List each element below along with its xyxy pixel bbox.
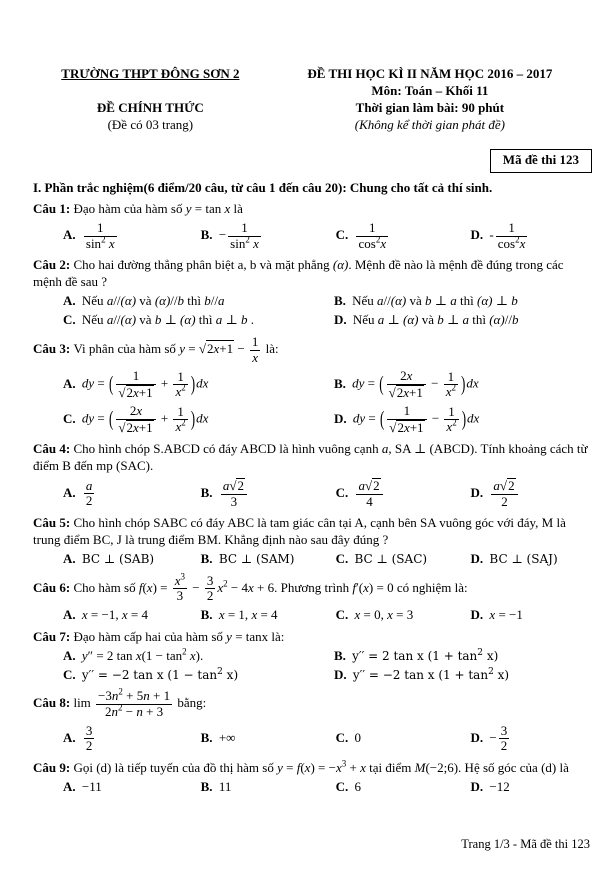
option-label: C. xyxy=(63,666,76,682)
radical-sign: √ xyxy=(198,341,206,357)
question-4-options xyxy=(33,477,592,510)
option-label: B. xyxy=(200,484,213,500)
pages-note: (Đề có 03 trang) xyxy=(107,116,194,132)
question-6-option-A: A. x = −1, x = 4 xyxy=(63,606,148,622)
option-label: A. xyxy=(63,227,76,243)
option-label: D. xyxy=(470,778,484,794)
radical-sign: √ xyxy=(229,478,237,494)
question-9-stem: Câu 9: Gọi (d) là tiếp tuyến của đồ thị hàm số $y = f(x) = -x^3 + x$ tại điểm M(−2;6). Hệ số góc của (d) là xyxy=(33,758,569,775)
question-4-option-D: D. $\frac{a√2}{2}$ xyxy=(471,477,592,510)
question-9 xyxy=(33,760,592,796)
option-label: B. xyxy=(333,375,346,391)
radical-sign: √ xyxy=(389,419,397,435)
option-label: A. xyxy=(63,647,76,663)
question-7-option-A: A. y″ = 2 $\tan x(1 - \tan^2 x)$. xyxy=(63,646,204,663)
question-number: Câu 9: xyxy=(33,759,74,775)
option-label: A. xyxy=(63,550,76,566)
question-8-option-D: D. − $\frac{3}{2}$ xyxy=(470,722,508,754)
option-label: A. xyxy=(63,606,76,622)
option-label: D. xyxy=(470,227,484,243)
option-label: C. xyxy=(335,606,349,622)
question-6-option-C: C. x = 0, x = 3 xyxy=(335,606,414,622)
question-4-option-A: A. $\frac{a}{2}$ xyxy=(63,477,93,509)
exam-header xyxy=(33,66,592,134)
question-1-option-B: B. − $\frac{1}{\sin^2 x}$ xyxy=(200,220,259,251)
option-label: B. xyxy=(200,606,213,622)
question-6 xyxy=(33,573,592,624)
question-1-options xyxy=(33,220,592,252)
question-8 xyxy=(33,688,592,754)
question-8-stem: Câu 8: lim $\frac{-3n^2 + 5n + 1}{2n^2 - n + 3}$ bằng: xyxy=(33,687,207,720)
question-4-option-C: C. $\frac{a√2}{4}$ xyxy=(336,477,471,510)
question-number: Câu 2: xyxy=(33,257,74,273)
radical-sign: √ xyxy=(499,478,508,494)
question-3-stem: Câu 3: Vi phân của hàm số y = √2x+1 − $\frac{1}{x}$ là: xyxy=(33,334,279,365)
radical-sign: √ xyxy=(364,478,373,494)
question-7-option-B: B. y′′ = 2 tan x $(1 + \tan^2 x)$ xyxy=(333,647,499,663)
option-label: C. xyxy=(335,730,349,746)
option-label: D. xyxy=(333,410,347,426)
page-footer: Trang 1/3 - Mã đề thi 123 xyxy=(461,836,590,851)
question-4-option-B: B. $\frac{a√2}{3}$ xyxy=(201,477,336,510)
option-label: B. xyxy=(200,730,213,746)
question-3 xyxy=(33,334,592,436)
exam-code-row xyxy=(33,149,592,173)
question-3-option-C: C. dy = ( $\frac{2x}{√2x+1}$ + $\frac{1}{x^2}$ )dx xyxy=(63,403,209,435)
question-8-option-B: B. +∞ xyxy=(200,730,236,746)
option-label: B. xyxy=(333,293,346,309)
question-2-option-C: C. Nếu a//(α) và b ⊥ (α) thì a ⊥ b . xyxy=(63,312,254,328)
header-left-column xyxy=(33,66,268,134)
question-7-stem: Câu 7: Đạo hàm cấp hai của hàm số y = tanx là: xyxy=(33,628,285,644)
exam-subject: Môn: Toán – Khối 11 xyxy=(371,82,489,98)
option-label: A. xyxy=(63,484,76,500)
header-right-column xyxy=(268,66,592,134)
option-label: A. xyxy=(63,778,76,794)
exam-duration: Thời gian làm bài: 90 phút xyxy=(355,99,505,115)
option-label: D. xyxy=(470,484,484,500)
question-number: Câu 8: xyxy=(33,695,74,711)
option-label: C. xyxy=(335,484,349,500)
question-7-option-C: C. y′′ = −2 tan x $(1 - \tan^2 x)$ xyxy=(63,666,239,682)
question-number: Câu 4: xyxy=(33,441,74,457)
questions xyxy=(33,201,592,795)
radical-sign: √ xyxy=(388,384,396,400)
question-3-option-D: D. dy = ( $\frac{1}{√2x+1}$ − $\frac{1}{x^2}$ )dx xyxy=(333,403,480,435)
option-label: D. xyxy=(470,550,484,566)
school-name: TRƯỜNG THPT ĐÔNG SƠN 2 xyxy=(61,66,240,81)
option-label: C. xyxy=(335,778,349,794)
question-5 xyxy=(33,515,592,568)
question-5-option-A: A. BC ⊥ (SAB) xyxy=(63,550,155,566)
question-3-option-A: A. dy = ( $\frac{1}{√2x+1}$ + $\frac{1}{x^2}$ )dx xyxy=(63,368,209,400)
question-2-option-B: B. Nếu a//(α) và b ⊥ a thì (α) ⊥ b xyxy=(333,293,518,309)
question-7-option-D: D. y′′ = −2 tan x $(1 + \tan^2 x)$ xyxy=(333,666,510,682)
question-9-option-C: C. 6 xyxy=(335,778,361,794)
question-8-option-A: A. $\frac{3}{2}$ xyxy=(63,722,93,754)
option-label: C. xyxy=(335,550,349,566)
option-label: D. xyxy=(333,312,347,328)
radical-sign: √ xyxy=(118,384,126,400)
question-2-option-D: D. Nếu a ⊥ (α) và b ⊥ a thì (α)//b xyxy=(333,312,519,328)
question-number: Câu 1: xyxy=(33,201,74,217)
option-label: C. xyxy=(335,227,349,243)
question-5-stem: Câu 5: Cho hình chóp SABC có đáy ABC là tam giác cân tại A, cạnh bên SA vuông góc với đáy, M là trung điểm BC, J là trung điểm BM. Khẳng định nào sau đây đúng ? xyxy=(33,515,566,548)
question-2-options xyxy=(33,293,592,329)
question-1-option-C: C. $\frac{1}{\cos^2x}$ xyxy=(335,220,387,251)
question-6-stem: Câu 6: Cho hàm số f(x) = $\frac{x^3}{3}$ − $\frac{3}{2}$ $x^2 - 4x + 6$. Phương trình f′(x) = 0 có nghiệm là: xyxy=(33,571,468,604)
question-9-option-A: A. −11 xyxy=(63,778,102,794)
question-4-stem: Câu 4: Cho hình chóp S.ABCD có đáy ABCD là hình vuông cạnh a, SA ⊥ (ABCD). Tính khoảng cách từ điểm B đến mp (SAC). xyxy=(33,441,588,474)
exam-code-box: Mã đề thi 123 xyxy=(490,149,592,173)
option-label: A. xyxy=(63,729,76,745)
question-3-option-B: B. dy = ( $\frac{2x}{√2x+1}$ − $\frac{1}{x^2}$ )dx xyxy=(333,368,479,400)
question-5-options xyxy=(33,551,592,568)
question-7 xyxy=(33,629,592,684)
option-label: B. xyxy=(333,647,346,663)
option-label: D. xyxy=(470,606,484,622)
question-1-option-D: D. - $\frac{1}{\cos^2x}$ xyxy=(470,220,526,251)
question-6-options xyxy=(33,607,592,624)
option-label: D. xyxy=(333,666,347,682)
option-label: C. xyxy=(63,410,76,426)
question-number: Câu 6: xyxy=(33,579,74,595)
option-label: B. xyxy=(200,550,213,566)
section-heading: I. Phần trắc nghiệm(6 điểm/20 câu, từ câu 1 đến câu 20): Chung cho tất cả thí sinh. xyxy=(33,179,493,195)
option-label: B. xyxy=(200,778,213,794)
question-6-option-B: B. x = 1, x = 4 xyxy=(200,606,278,622)
question-8-options xyxy=(33,723,592,755)
option-label: A. xyxy=(63,375,76,391)
question-2-stem: Câu 2: Cho hai đường thẳng phân biệt a, b và mặt phẳng (α). Mệnh đề nào là mệnh đề đúng trong các mệnh đề sau ? xyxy=(33,257,564,290)
question-9-option-D: D. −12 xyxy=(470,778,510,794)
question-number: Câu 3: xyxy=(33,341,74,357)
question-5-option-C: C. BC ⊥ (SAC) xyxy=(335,550,428,566)
question-1-stem: Câu 1: Đạo hàm của hàm số y = tan x là xyxy=(33,201,243,217)
option-label: C. xyxy=(63,312,76,328)
question-9-option-B: B. 11 xyxy=(200,778,232,794)
exam-title: ĐỀ THI HỌC KÌ II NĂM HỌC 2016 – 2017 xyxy=(307,66,553,81)
question-6-option-D: D. x = −1 xyxy=(470,606,523,622)
option-label: D. xyxy=(470,729,484,745)
question-5-option-D: D. BC ⊥ (SAJ) xyxy=(470,550,558,566)
duration-note: (Không kể thời gian phát đề) xyxy=(354,116,506,132)
question-2 xyxy=(33,257,592,329)
radical-sign: √ xyxy=(118,419,126,435)
option-label: B. xyxy=(200,227,213,243)
official-exam-label: ĐỀ CHÍNH THỨC xyxy=(96,99,204,115)
question-3-options xyxy=(33,368,592,436)
question-2-option-A: A. Nếu a//(α) và (α)//b thì b//a xyxy=(63,293,225,309)
question-8-option-C: C. 0 xyxy=(335,730,361,746)
question-4 xyxy=(33,441,592,510)
question-number: Câu 5: xyxy=(33,515,74,531)
question-5-option-B: B. BC ⊥ (SAM) xyxy=(200,550,295,566)
question-7-options xyxy=(33,648,592,684)
question-1-option-A: A. $\frac{1}{\sin^2 x}$ xyxy=(63,220,115,251)
question-number: Câu 7: xyxy=(33,628,74,644)
question-1 xyxy=(33,201,592,252)
question-9-options xyxy=(33,779,592,796)
option-label: A. xyxy=(63,293,76,309)
